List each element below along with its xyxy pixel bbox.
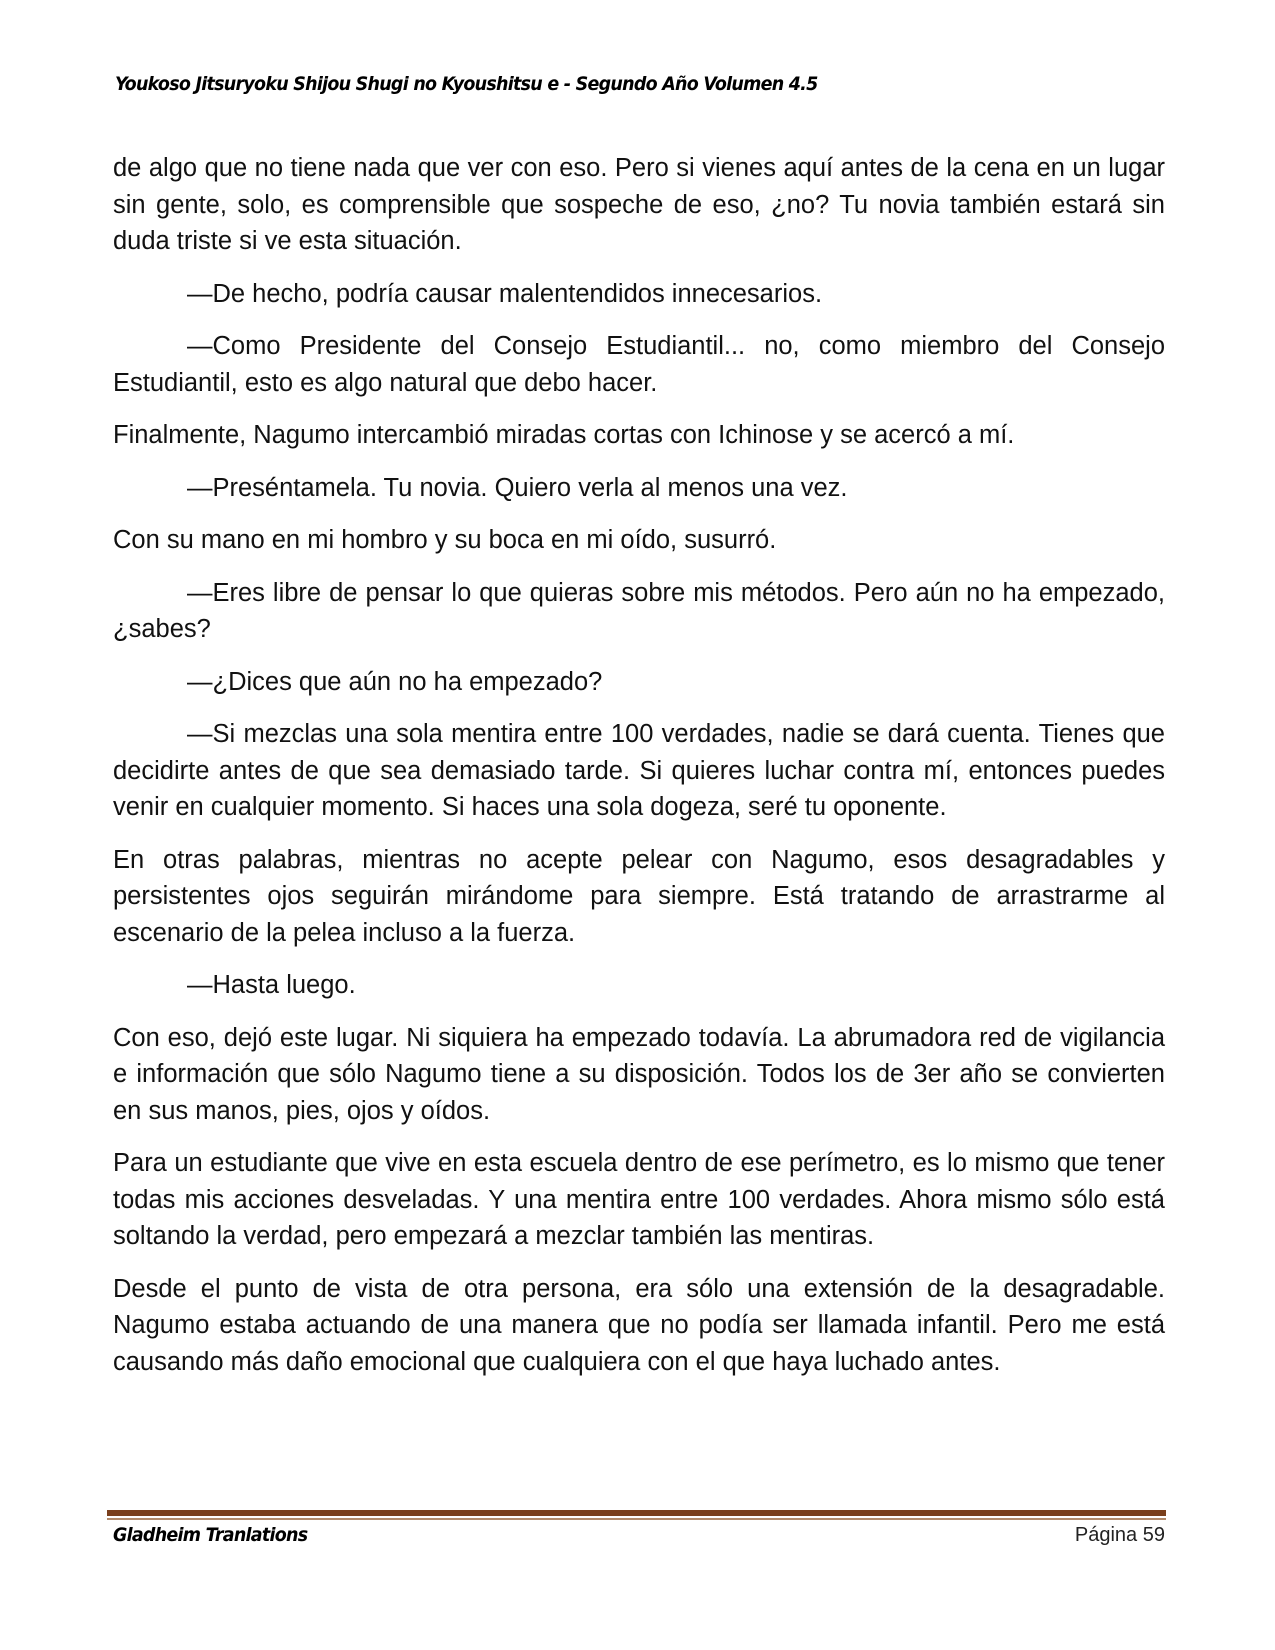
- running-header: Youkoso Jitsuryoku Shijou Shugi no Kyoushitsu e - Segundo Año Volumen 4.5: [115, 73, 818, 95]
- page-label: Página: [1074, 1524, 1138, 1546]
- dialog-paragraph: —Preséntamela. Tu novia. Quiero verla al menos una vez.: [187, 473, 848, 502]
- dialog-paragraph: —¿Dices que aún no ha empezado?: [187, 667, 603, 696]
- dialog-paragraph: —Si mezclas una sola mentira entre 100 verdades, nadie se dará cuenta. Tienes que decidirte antes de que sea demasiado tarde. Si quieres luchar contra mí, entonces puedes venir en cualquier momento. Si haces una sola dogeza, seré tu oponente.: [113, 720, 1165, 821]
- dialog-paragraph: —Eres libre de pensar lo que quieras sobre mis métodos. Pero aún no ha empezado, ¿sabes?: [113, 578, 1165, 643]
- paragraph: Finalmente, Nagumo intercambió miradas cortas con Ichinose y se acercó a mí.: [113, 421, 1015, 449]
- translator-credit: Gladheim Tranlations: [113, 1524, 308, 1546]
- paragraph: Con eso, dejó este lugar. Ni siquiera ha empezado todavía. La abrumadora red de vigilancia e información que sólo Nagumo tiene a su disposición. Todos los de 3er año se convierten en sus manos, pies, ojos y oídos.: [113, 1023, 1165, 1125]
- footer-divider: [107, 1510, 1166, 1516]
- paragraph: Desde el punto de vista de otra persona, era sólo una extensión de la desagradable. Nagumo estaba actuando de una manera que no podía ser llamada infantil. Pero me está causando más daño emocional que cualquiera con el que haya luchado antes.: [113, 1274, 1165, 1376]
- dialog-paragraph: —Como Presidente del Consejo Estudiantil... no, como miembro del Consejo Estudiantil, esto es algo natural que debo hacer.: [113, 332, 1165, 397]
- paragraph: En otras palabras, mientras no acepte pelear con Nagumo, esos desagradables y persistentes ojos seguirán mirándome para siempre. Está tratando de arrastrarme al escenario de la pelea incluso a la fuerza.: [113, 845, 1165, 947]
- page-number-value: 59: [1142, 1524, 1165, 1546]
- paragraph: de algo que no tiene nada que ver con eso. Pero si vienes aquí antes de la cena en un lugar sin gente, solo, es comprensible que sospeche de eso, ¿no? Tu novia también estará sin duda triste si ve esta situación.: [113, 154, 1165, 255]
- paragraph: Con su mano en mi hombro y su boca en mi oído, susurró.: [113, 526, 777, 554]
- paragraph: Para un estudiante que vive en esta escuela dentro de ese perímetro, es lo mismo que tener todas mis acciones desveladas. Y una mentira entre 100 verdades. Ahora mismo sólo está soltando la verdad, pero empezará a mezclar también las mentiras.: [113, 1149, 1165, 1250]
- footer-divider-accent: [107, 1518, 1166, 1520]
- dialog-paragraph: —De hecho, podría causar malentendidos innecesarios.: [187, 279, 823, 308]
- page-number: [1075, 1524, 1165, 1547]
- page-body: [113, 150, 1165, 1396]
- dialog-paragraph: —Hasta luego.: [187, 971, 356, 999]
